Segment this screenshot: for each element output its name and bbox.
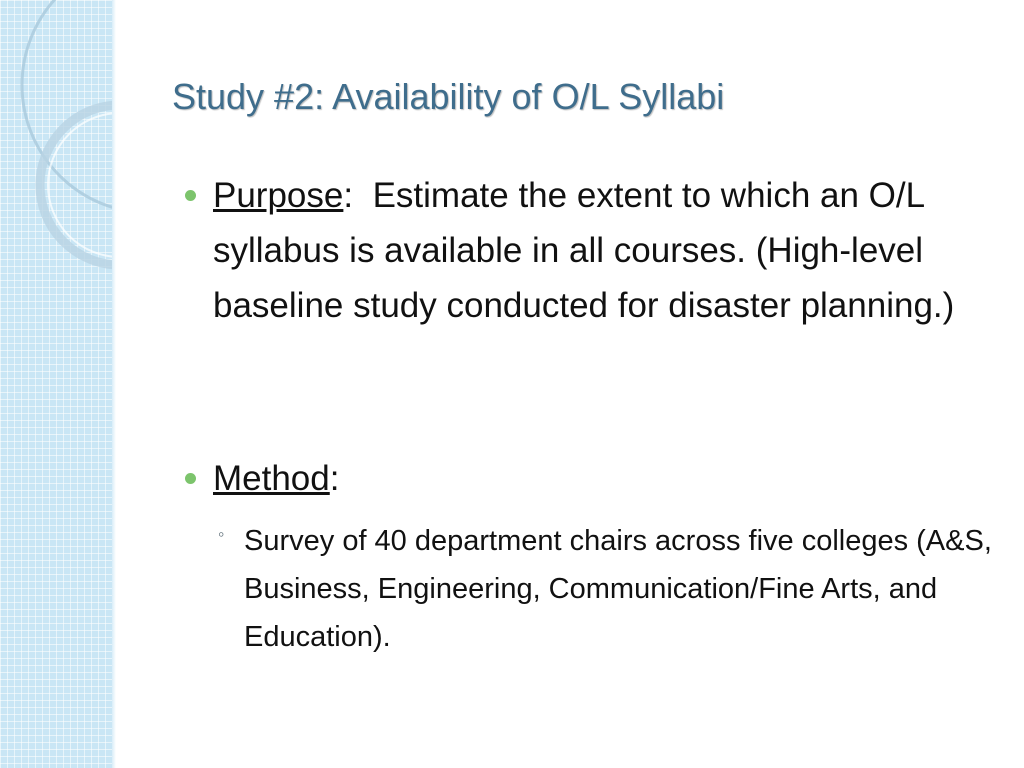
bullet-dot-icon [185, 190, 196, 201]
bullet-dot-icon [185, 473, 196, 484]
bullet-purpose-text [213, 168, 1000, 333]
side-panel-edge [112, 0, 116, 768]
bullet-purpose-body: Estimate the extent to which an O/L syllabus is available in all courses. (High-level baseline study conducted for disaster planning.) [213, 176, 955, 325]
bullet-method-text [213, 451, 1000, 506]
bullet-purpose-label: Purpose [213, 176, 344, 215]
bullet-purpose-separator: : [343, 176, 373, 215]
bullet-purpose [185, 168, 1000, 333]
decorative-side-panel [0, 0, 112, 768]
sub-bullet-survey [218, 517, 998, 661]
slide-title: Study #2: Availability of O/L Syllabi [172, 76, 725, 117]
bullet-method-separator: : [329, 459, 340, 498]
bullet-method-label: Method [213, 459, 330, 498]
bullet-method [185, 451, 1000, 506]
hollow-circle-bullet-icon: ◦ [218, 524, 225, 544]
sub-bullet-survey-text: Survey of 40 department chairs across five colleges (A&S, Business, Engineering, Communication/Fine Arts, and Education). [244, 525, 992, 653]
decorative-rings-graphic [0, 0, 112, 768]
